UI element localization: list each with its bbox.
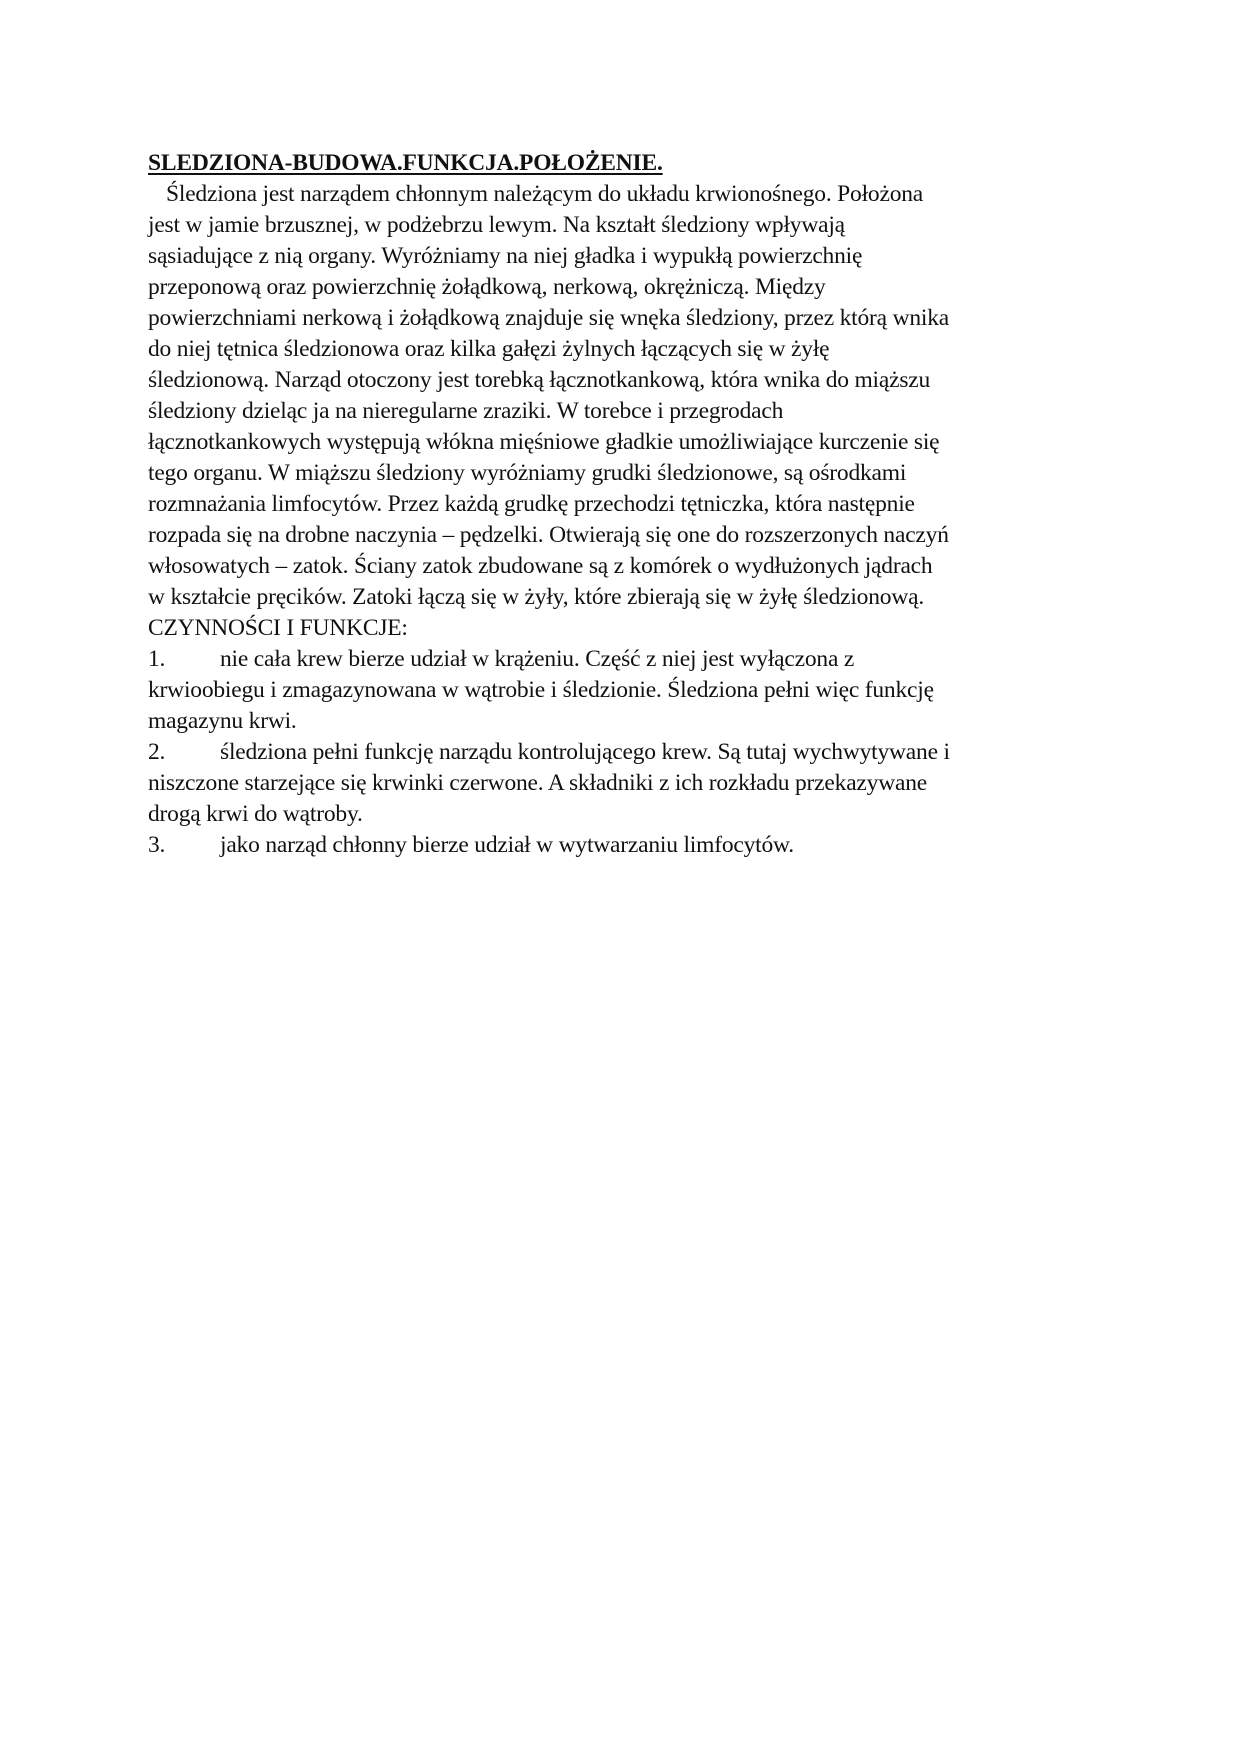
paragraph-line: tego organu. W miąższu śledziony wyróżniamy grudki śledzionowe, są ośrodkami [148,460,907,486]
list-item-text: jako narząd chłonny bierze udział w wytwarzaniu limfocytów. [220,832,794,858]
paragraph-line: rozpada się na drobne naczynia – pędzelki. Otwierają się one do rozszerzonych naczyń [148,522,949,548]
paragraph-line: śledziony dzieląc ja na nieregularne zraziki. W torebce i przegrodach [148,398,784,424]
paragraph-line: włosowatych – zatok. Ściany zatok zbudowane są z komórek o wydłużonych jądrach [148,553,933,579]
list-item-text: drogą krwi do wątroby. [148,801,363,827]
list-item-number: 2. [148,739,166,765]
list-item-text: krwioobiegu i zmagazynowana w wątrobie i śledzionie. Śledziona pełni więc funkcję [148,677,934,703]
document-title: SLEDZIONA-BUDOWA.FUNKCJA.POŁOŻENIE. [148,150,663,176]
document-page [148,148,1098,861]
paragraph-line: przeponową oraz powierzchnię żołądkową, nerkową, okrężniczą. Między [148,274,826,300]
list-item [148,644,1098,737]
list-item-text: nie cała krew bierze udział w krążeniu. Część z niej jest wyłączona z [220,646,855,672]
paragraph-line: w kształcie pręcików. Zatoki łączą się w żyły, które zbierają się w żyłę śledzionową. [148,584,925,610]
list-item-text: śledziona pełni funkcję narządu kontrolującego krew. Są tutaj wychwytywane i [220,739,950,765]
section-heading: CZYNNOŚCI I FUNKCJE: [148,615,408,641]
paragraph-line: powierzchniami nerkową i żołądkową znajduje się wnęka śledziony, przez którą wnika [148,305,949,331]
list-item-number: 3. [148,832,166,858]
list-item-number: 1. [148,646,166,672]
paragraph-line: łącznotkankowych występują włókna mięśniowe gładkie umożliwiające kurczenie się [148,429,940,455]
paragraph-line: rozmnażania limfocytów. Przez każdą grudkę przechodzi tętniczka, która następnie [148,491,915,517]
numbered-list [148,644,1098,861]
body-paragraph [148,179,1098,613]
paragraph-line: jest w jamie brzusznej, w podżebrzu lewym. Na kształt śledziony wpływają [148,212,845,238]
paragraph-line: śledzionową. Narząd otoczony jest torebką łącznotkankową, która wnika do miąższu [148,367,931,393]
paragraph-line: do niej tętnica śledzionowa oraz kilka gałęzi żylnych łączących się w żyłę [148,336,830,362]
paragraph-line: sąsiadujące z nią organy. Wyróżniamy na niej gładka i wypukłą powierzchnię [148,243,863,269]
paragraph-line: Śledziona jest narządem chłonnym należącym do układu krwionośnego. Położona [166,181,924,207]
list-item [148,830,1098,861]
list-item-text: niszczone starzejące się krwinki czerwone. A składniki z ich rozkładu przekazywane [148,770,927,796]
list-item [148,737,1098,830]
list-item-text: magazynu krwi. [148,708,297,734]
